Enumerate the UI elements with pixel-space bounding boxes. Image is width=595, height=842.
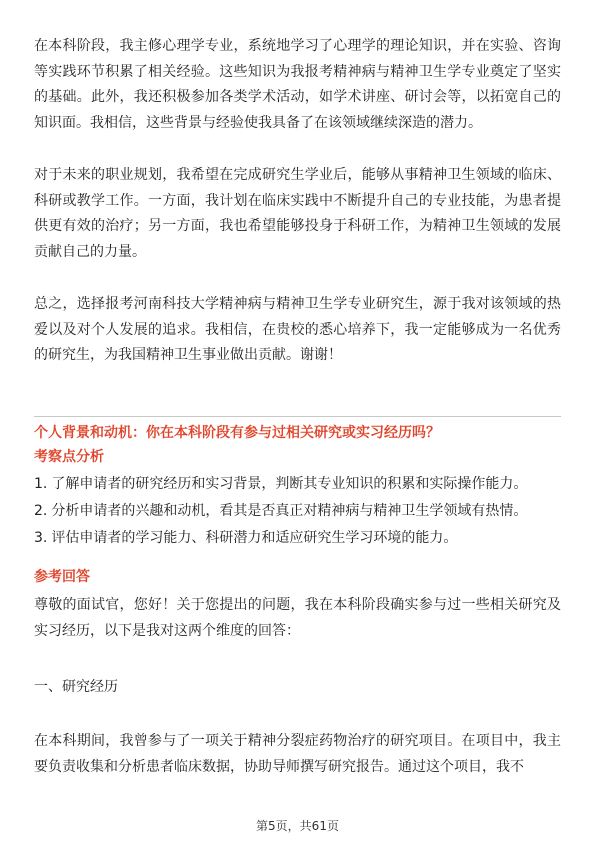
- question-heading: 个人背景和动机：你在本科阶段有参与过相关研究或实习经历吗？: [34, 425, 440, 441]
- analysis-title: 考察点分析: [34, 449, 104, 465]
- answer-section-heading: 一、研究经历: [34, 679, 118, 695]
- intro-paragraph: 在本科阶段，我主修心理学专业，系统地学习了心理学的理论知识，并在实验、咨询等实践环节积累了相关经验。这些知识为我报考精神病与精神卫生学专业奠定了坚实的基础。此外，我还积极参加各类学术活动，如学术讲座、研讨会等，以拓宽自己的知识面。我相信，这些背景与经验使我具备了在该领域继续深造的潜力。: [34, 38, 561, 131]
- answer-section-text: 在本科期间，我曾参与了一项关于精神分裂症药物治疗的研究项目。在项目中，我主要负责收集和分析患者临床数据，协助导师撰写研究报告。通过这个项目，我不: [34, 733, 561, 775]
- answer-title: 参考回答: [34, 569, 90, 585]
- intro-section: [34, 34, 561, 369]
- intro-paragraph: 对于未来的职业规划，我希望在完成研究生学业后，能够从事精神卫生领域的临床、科研或教学工作。一方面，我计划在临床实践中不断提升自己的专业技能，为患者提供更有效的治疗；另一方面，我也希望能够投身于科研工作，为精神卫生领域的发展贡献自己的力量。: [34, 167, 561, 260]
- list-item-number: 3.: [34, 530, 48, 546]
- list-item-text: 分析申请者的兴趣和动机，看其是否真正对精神病与精神卫生学领域有热情。: [51, 503, 528, 519]
- qa-section: [34, 421, 561, 780]
- section-divider: [34, 416, 561, 417]
- list-item: [34, 471, 561, 498]
- list-item: [34, 498, 561, 525]
- answer-opening: 尊敬的面试官，您好！关于您提出的问题，我在本科阶段确实参与过一些相关研究及实习经历，以下是我对这两个维度的回答：: [34, 597, 561, 639]
- list-item-number: 2.: [34, 503, 48, 519]
- analysis-list: [34, 471, 561, 552]
- list-item-text: 了解申请者的研究经历和实习背景，判断其专业知识的积累和实际操作能力。: [51, 476, 528, 492]
- list-item-number: 1.: [34, 476, 48, 492]
- page-number: 第5页，共61页: [256, 819, 339, 833]
- intro-paragraph: 总之，选择报考河南科技大学精神病与精神卫生学专业研究生，源于我对该领域的热爱以及对个人发展的追求。我相信，在贵校的悉心培养下，我一定能够成为一名优秀的研究生，为我国精神卫生事业做出贡献。谢谢！: [34, 296, 561, 363]
- list-item-text: 评估申请者的学习能力、科研潜力和适应研究生学习环境的能力。: [51, 530, 458, 546]
- list-item: [34, 525, 561, 552]
